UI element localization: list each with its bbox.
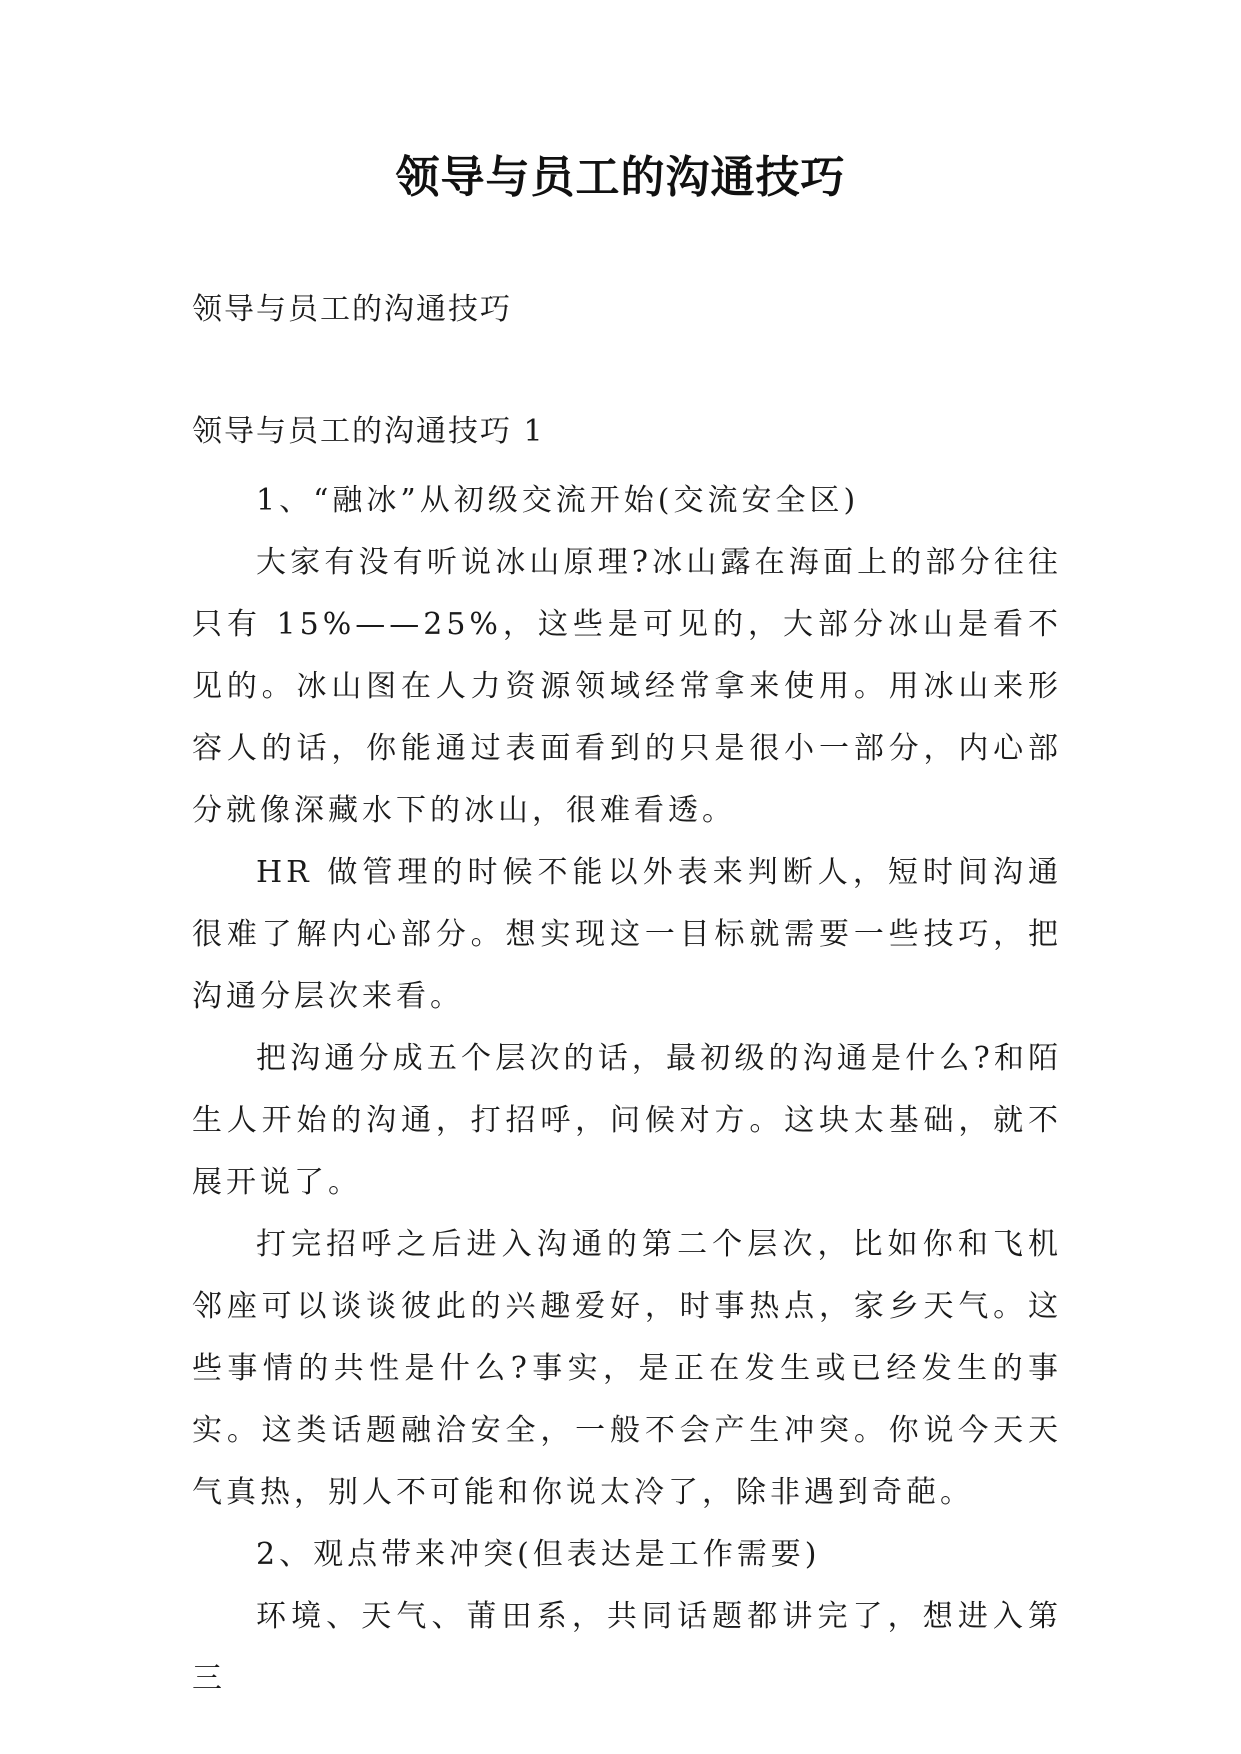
paragraph-heading-1: 1、“融冰”从初级交流开始(交流安全区): [256, 483, 860, 518]
document-title: 领导与员工的沟通技巧: [395, 152, 846, 203]
paragraph-five-levels: 把沟通分成五个层次的话，最初级的沟通是什么?和陌生人开始的沟通，打招呼，问候对方。这块太基础，就不展开说了。: [192, 1041, 1062, 1200]
paragraph-third-level: 环境、天气、莆田系，共同话题都讲完了，想进入第三: [192, 1599, 1062, 1696]
paragraph-hr-management: HR 做管理的时候不能以外表来判断人，短时间沟通很难了解内心部分。想实现这一目标就需要一些技巧，把沟通分层次来看。: [192, 855, 1062, 1014]
paragraph-heading-2: 2、观点带来冲突(但表达是工作需要): [256, 1537, 821, 1572]
section-heading: 领导与员工的沟通技巧 1: [192, 414, 545, 449]
paragraph-second-level: 打完招呼之后进入沟通的第二个层次，比如你和飞机邻座可以谈谈彼此的兴趣爱好，时事热点，家乡天气。这些事情的共性是什么?事实，是正在发生或已经发生的事实。这类话题融洽安全，一般不会产生冲突。你说今天天气真热，别人不可能和你说太冷了，除非遇到奇葩。: [192, 1227, 1062, 1510]
document-body: [192, 470, 1062, 1710]
paragraph-iceberg: 大家有没有听说冰山原理?冰山露在海面上的部分往往只有 15%——25%，这些是可见的，大部分冰山是看不见的。冰山图在人力资源领域经常拿来使用。用冰山来形容人的话，你能通过表面看到的只是很小一部分，内心部分就像深藏水下的冰山，很难看透。: [192, 545, 1062, 828]
document-subtitle: 领导与员工的沟通技巧: [192, 292, 512, 327]
